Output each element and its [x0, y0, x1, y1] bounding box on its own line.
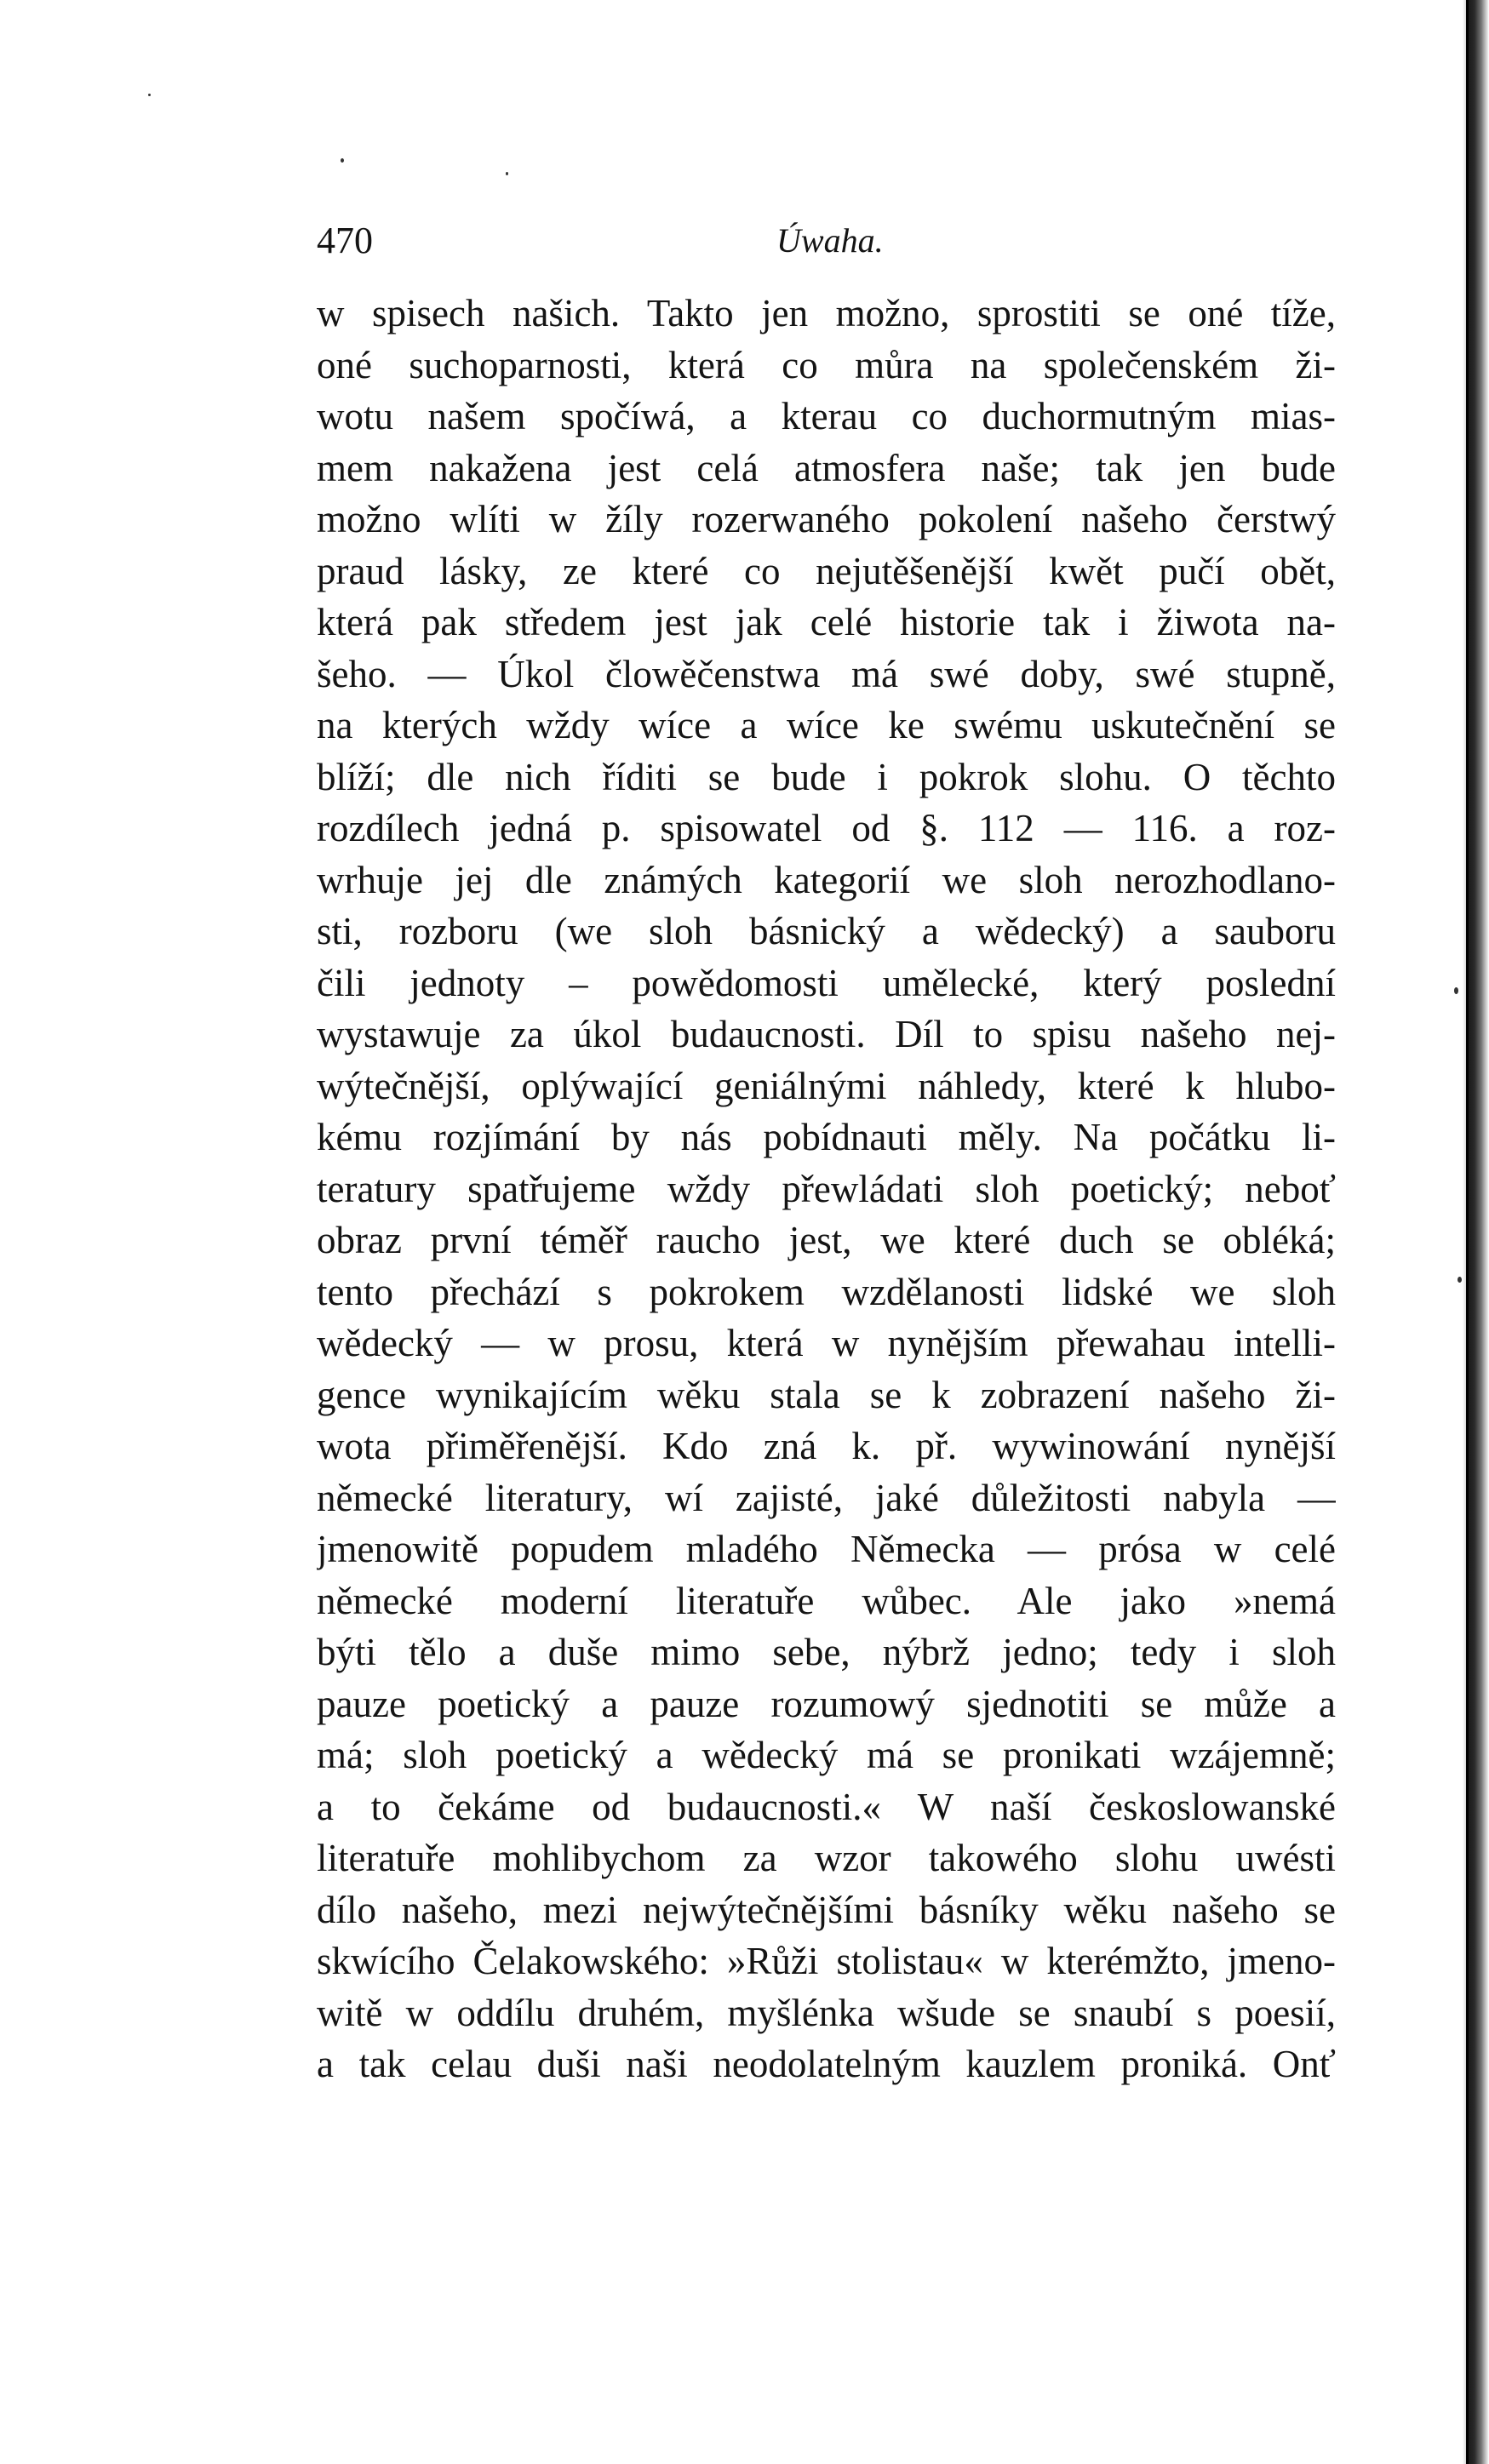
paper-speck — [1458, 1277, 1462, 1283]
text-line: německé moderní literatuře wůbec. Ale jako »nemá — [317, 1579, 1336, 1622]
page-number: 470 — [317, 220, 373, 261]
text-line: šeho. — Úkol člowěčenstwa má swé doby, swé stupně, — [317, 652, 1336, 695]
running-head: Úwaha. — [776, 221, 884, 260]
text-line: wystawuje za úkol budaucnosti. Díl to spisu našeho nej- — [317, 1013, 1336, 1055]
page-edge-line — [1466, 0, 1469, 2464]
text-line: tento přechází s pokrokem wzdělanosti lidské we sloh — [317, 1270, 1336, 1313]
text-line: mem nakažena jest celá atmosfera naše; tak jen bude — [317, 446, 1336, 489]
text-line: sti, rozboru (we sloh básnický a wědecký) a sauboru — [317, 910, 1336, 952]
text-line: německé literatury, wí zajisté, jaké důležitosti nabyla — — [317, 1476, 1336, 1519]
text-line: w spisech našich. Takto jen možno, sprostiti se oné tíže, — [317, 292, 1336, 334]
text-line: pauze poetický a pauze rozumowý sjednotiti se může a — [317, 1682, 1336, 1725]
text-line: čili jednoty – powědomosti umělecké, který poslední — [317, 961, 1336, 1004]
text-line: blíží; dle nich říditi se bude i pokrok slohu. O těchto — [317, 755, 1336, 798]
text-line: kému rozjímání by nás pobídnauti měly. Na počátku li- — [317, 1116, 1336, 1158]
text-line: wrhuje jej dle známých kategorií we sloh nerozhodlano- — [317, 858, 1336, 901]
text-line: skwícího Čelakowského: »Růži stolistau« w kterémžto, jmeno- — [317, 1940, 1336, 1982]
text-line: praud lásky, ze které co nejutěšenější kwět pučí obět, — [317, 549, 1336, 592]
text-line: obraz první téměř raucho jest, we které duch se obléká; — [317, 1219, 1336, 1261]
text-line: wědecký — w prosu, která w nynějším přewahau intelli- — [317, 1322, 1336, 1364]
text-line: wýtečnější, oplýwající geniálnými náhledy, které k hlubo- — [317, 1064, 1336, 1107]
paper-speck — [341, 158, 344, 163]
text-line: oné suchoparnosti, která co můra na společenském ži- — [317, 343, 1336, 386]
paper-speck — [506, 172, 508, 175]
text-line: a tak celau duši naši neodolatelným kauzlem proniká. Onť — [317, 2043, 1336, 2085]
text-line: která pak středem jest jak celé historie tak i žiwota na- — [317, 601, 1336, 643]
text-line: býti tělo a duše mimo sebe, nýbrž jedno; tedy i sloh — [317, 1631, 1336, 1673]
paper-speck — [148, 94, 151, 96]
text-line: má; sloh poetický a wědecký má se pronikati wzájemně; — [317, 1734, 1336, 1776]
paper-speck — [1454, 987, 1458, 994]
text-line: witě w oddílu druhém, myšlénka wšude se snaubí s poesií, — [317, 1991, 1336, 2034]
text-line: wotu našem spočíwá, a kterau co duchormutným mias- — [317, 395, 1336, 437]
text-line: možno wlíti w žíly rozerwaného pokolení našeho čerstwý — [317, 498, 1336, 540]
body-text — [317, 288, 1336, 2090]
text-line: literatuře mohlibychom za wzor takowého slohu uwésti — [317, 1837, 1336, 1879]
text-line: gence wynikajícím wěku stala se k zobrazení našeho ži- — [317, 1373, 1336, 1416]
text-line: jmenowitě popudem mladého Německa — prósa w celé — [317, 1528, 1336, 1570]
text-line: rozdílech jedná p. spisowatel od §. 112 — 116. a roz- — [317, 807, 1336, 849]
text-line: dílo našeho, mezi nejwýtečnějšími básníky wěku našeho se — [317, 1888, 1336, 1931]
text-line: na kterých wždy wíce a wíce ke swému uskutečnění se — [317, 704, 1336, 746]
text-line: a to čekáme od budaucnosti.« W naší českoslowanské — [317, 1785, 1336, 1828]
page-header — [317, 214, 1334, 267]
text-line: teratury spatřujeme wždy přewládati sloh poetický; neboť — [317, 1167, 1336, 1210]
text-line: wota přiměřenější. Kdo zná k. př. wywinowání nynější — [317, 1425, 1336, 1467]
